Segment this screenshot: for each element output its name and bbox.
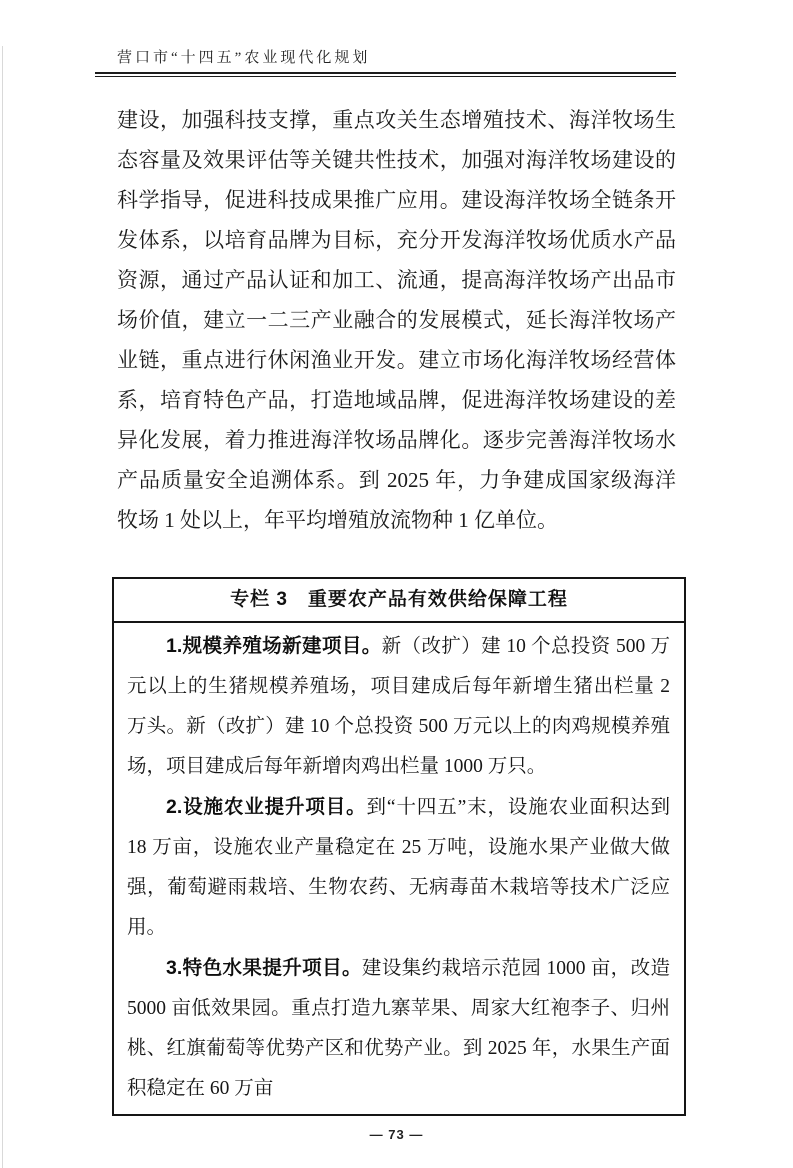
body-text-line: 发体系，以培育品牌为目标，充分开发海洋牧场优质水产品 [117, 228, 676, 252]
running-header-title: 营口市“十四五”农业现代化规划 [117, 50, 371, 66]
box-item-1 [127, 626, 670, 787]
box-item-1-text: 新（改扩）建 10 个总投资 500 万元以上的生猪规模养殖场，项目建成后每年新增生猪出栏量 2 万头。新（改扩）建 10 个总投资 500 万元以上的肉鸡规模养殖场，项目建成后每年新增肉鸡出栏量 1000 万只。 [127, 636, 670, 777]
page-edge-shadow [2, 46, 3, 1168]
body-text-line: 异化发展，着力推进海洋牧场品牌化。逐步完善海洋牧场水 [117, 428, 676, 452]
header-double-rule [95, 72, 676, 77]
page-header [95, 46, 676, 77]
box-item-2-heading: 2.设施农业提升项目。 [166, 796, 367, 818]
feature-box-title: 专栏 3 重要农产品有效供给保障工程 [114, 579, 684, 623]
box-item-3-text: 建设集约栽培示范园 1000 亩，改造 5000 亩低效果园。重点打造九寨苹果、周家大红袍李子、归州桃、红旗葡萄等优势产区和优势产业。到 2025 年，水果生产面积稳定在 60 万亩 [127, 958, 670, 1099]
document-page [0, 46, 793, 1168]
body-text-line: 系，培育特色产品，打造地域品牌，促进海洋牧场建设的差 [117, 388, 676, 412]
box-item-2 [127, 787, 670, 948]
feature-box-body [114, 623, 684, 1114]
box-item-3 [127, 948, 670, 1109]
body-text-line: 资源，通过产品认证和加工、流通，提高海洋牧场产出品市 [117, 268, 676, 292]
body-text-line: 场价值，建立一二三产业融合的发展模式，延长海洋牧场产 [117, 308, 676, 332]
page-footer [0, 1126, 793, 1144]
page-content [117, 100, 676, 1116]
box-item-3-heading: 3.特色水果提升项目。 [166, 957, 362, 979]
body-paragraph [117, 100, 676, 540]
body-text-line: 业链，重点进行休闲渔业开发。建立市场化海洋牧场经营体 [117, 348, 676, 372]
body-text-line: 科学指导，促进科技成果推广应用。建设海洋牧场全链条开 [117, 188, 676, 212]
body-text-line: 牧场 1 处以上，年平均增殖放流物种 1 亿单位。 [117, 508, 558, 532]
body-text-line: 建设，加强科技支撑，重点攻关生态增殖技术、海洋牧场生 [117, 108, 676, 132]
feature-box [112, 577, 686, 1116]
box-item-2-text: 到“十四五”末，设施农业面积达到 18 万亩，设施农业产量稳定在 25 万吨，设施水果产业做大做强，葡萄避雨栽培、生物农药、无病毒苗木栽培等技术广泛应用。 [127, 797, 671, 938]
body-text-line: 态容量及效果评估等关键共性技术，加强对海洋牧场建设的 [117, 148, 676, 172]
box-item-1-heading: 1.规模养殖场新建项目。 [166, 635, 382, 657]
body-text-line: 产品质量安全追溯体系。到 2025 年，力争建成国家级海洋 [117, 468, 676, 492]
page-number: — 73 — [369, 1127, 424, 1142]
